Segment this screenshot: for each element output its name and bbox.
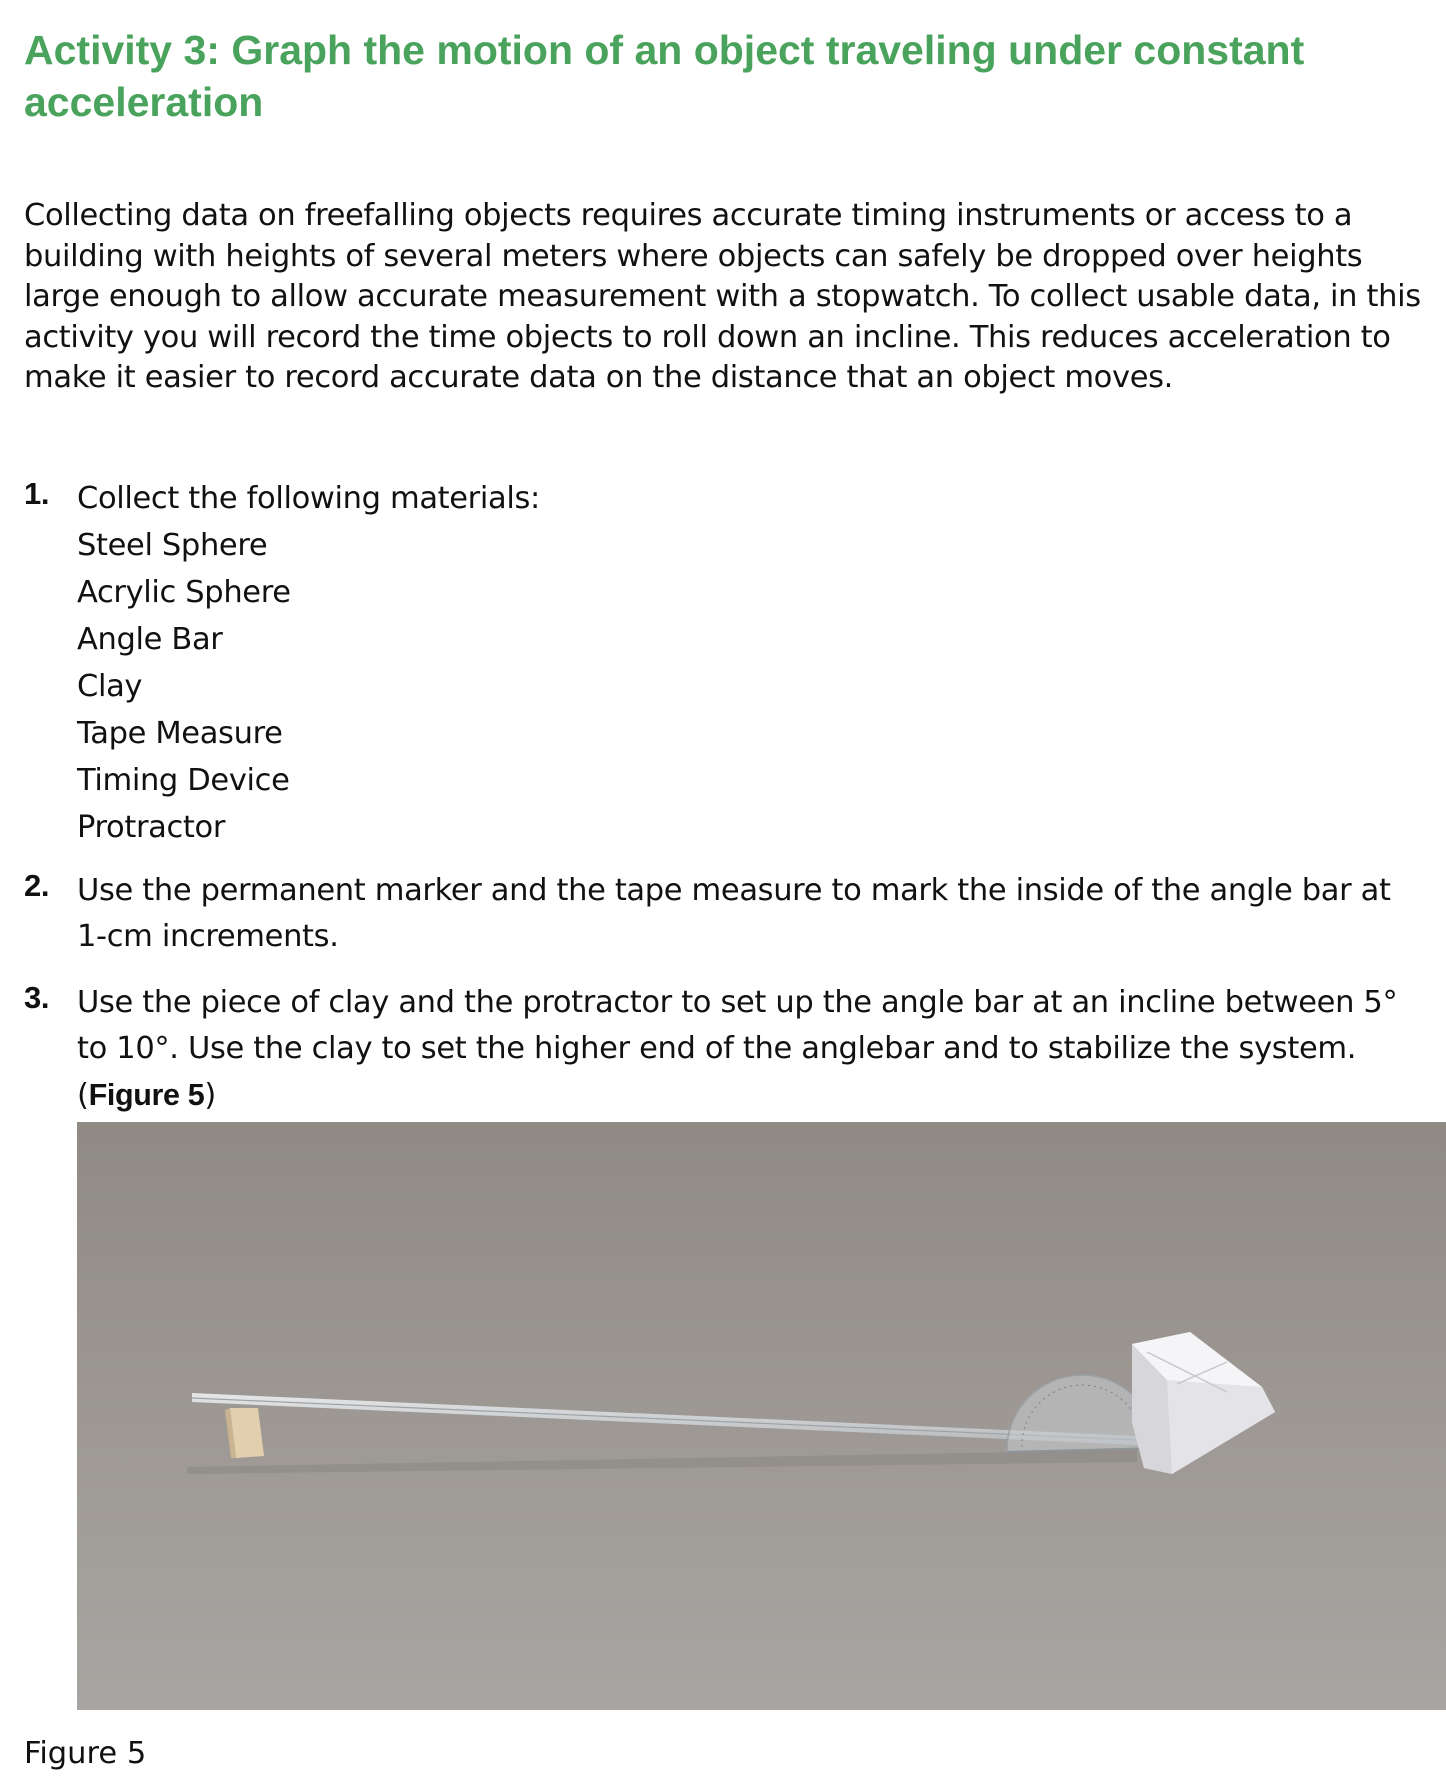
material-item: Tape Measure <box>77 716 283 751</box>
figure-reference: Figure 5 <box>88 1078 205 1112</box>
step-text: Collect the following materials: <box>77 481 540 516</box>
step-number: 1. <box>24 476 50 511</box>
material-item: Clay <box>77 669 143 704</box>
figure-5-photo <box>77 1122 1446 1710</box>
wooden-block <box>225 1408 264 1458</box>
page-title: Activity 3: Graph the motion of an object traveling under constant acceleration <box>24 27 1305 125</box>
materials-list <box>77 522 1424 851</box>
step-number: 3. <box>24 980 50 1015</box>
material-item: Protractor <box>77 810 226 845</box>
figure-caption: Figure 5 <box>24 1736 147 1771</box>
step-3 <box>24 980 1424 1119</box>
material-item: Steel Sphere <box>77 528 268 563</box>
material-item: Acrylic Sphere <box>77 575 291 610</box>
step-text: Use the permanent marker and the tape measure to mark the inside of the angle bar at 1-cm increments. <box>77 873 1391 954</box>
step-number: 2. <box>24 868 50 903</box>
intro-paragraph: Collecting data on freefalling objects requires accurate timing instruments or access to a building with heights of several meters where objects can safely be dropped over heights large enough to allow accurate measurement with a stopwatch. To collect usable data, in this activity you will record the time objects to roll down an incline. This reduces acceleration to make it easier to record accurate data on the distance that an object moves. <box>24 198 1421 395</box>
incline-setup-illustration <box>77 1122 1446 1710</box>
step-1 <box>24 476 1424 851</box>
material-item: Timing Device <box>77 763 290 798</box>
step-text: Use the piece of clay and the protractor to set up the angle bar at an incline between 5° to 10°. Use the clay to set the higher end of the anglebar and to stabilize the system. (Figure 5) <box>77 985 1398 1113</box>
material-item: Angle Bar <box>77 622 223 657</box>
step-2 <box>24 868 1424 960</box>
